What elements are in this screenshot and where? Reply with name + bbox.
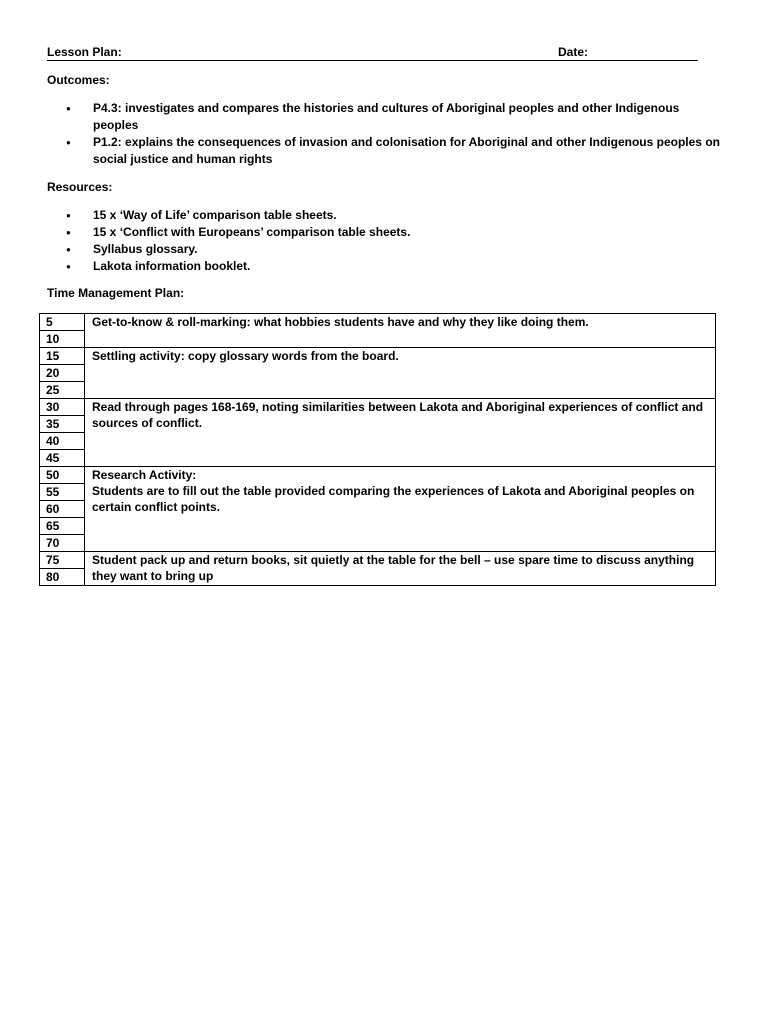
time-cell: 50: [40, 467, 85, 484]
activity-text: Student pack up and return books, sit quietly at the table for the bell – use spare time to discuss anything they want to bring up: [92, 553, 695, 583]
resources-list: [63, 207, 663, 275]
activity-cell: [85, 314, 716, 348]
time-cell: 10: [40, 331, 85, 348]
time-cell: 80: [40, 569, 85, 586]
time-management-table: [39, 313, 716, 586]
time-cell: 5: [40, 314, 85, 331]
resource-item: ● Syllabus glossary.: [63, 241, 663, 258]
time-plan-heading: Time Management Plan:: [47, 286, 185, 300]
activity-cell: [85, 399, 716, 467]
time-cell: 35: [40, 416, 85, 433]
time-cell: 30: [40, 399, 85, 416]
resource-item: ● 15 x ‘Conflict with Europeans’ comparison table sheets.: [63, 224, 663, 241]
resource-item: ● Lakota information booklet.: [63, 258, 663, 275]
outcome-item: ● P4.3: investigates and compares the histories and cultures of Aboriginal peoples and other Indigenous peoples: [63, 100, 723, 134]
table-row: [40, 314, 716, 331]
time-cell: 45: [40, 450, 85, 467]
activity-cell: [85, 348, 716, 399]
header-row: [47, 44, 698, 61]
table-row: [40, 348, 716, 365]
activity-text: Get-to-know & roll-marking: what hobbies students have and why they like doing them.: [92, 315, 589, 329]
time-cell: 55: [40, 484, 85, 501]
outcomes-list: [63, 100, 723, 168]
activity-cell: [85, 467, 716, 552]
date-label: Date:: [558, 45, 589, 59]
activity-text: Settling activity: copy glossary words from the board.: [92, 349, 399, 363]
time-cell: 70: [40, 535, 85, 552]
time-cell: 65: [40, 518, 85, 535]
time-cell: 15: [40, 348, 85, 365]
time-cell: 60: [40, 501, 85, 518]
outcomes-heading: Outcomes:: [47, 73, 110, 87]
outcome-item: ● P1.2: explains the consequences of invasion and colonisation for Aboriginal and other Indigenous peoples on social justice and human rights: [63, 134, 723, 168]
activity-text: Read through pages 168-169, noting similarities between Lakota and Aboriginal experiences of conflict and sources of conflict.: [92, 400, 704, 430]
activity-cell: [85, 552, 716, 586]
table-row: [40, 467, 716, 484]
activity-text: Students are to fill out the table provided comparing the experiences of Lakota and Aboriginal peoples on certain conflict points.: [92, 484, 695, 514]
resource-item: ● 15 x ‘Way of Life’ comparison table sheets.: [63, 207, 663, 224]
time-cell: 75: [40, 552, 85, 569]
lesson-plan-label: Lesson Plan:: [47, 45, 122, 59]
table-row: [40, 399, 716, 416]
time-cell: 20: [40, 365, 85, 382]
table-row: [40, 552, 716, 569]
time-cell: 25: [40, 382, 85, 399]
resources-heading: Resources:: [47, 180, 113, 194]
activity-title: Research Activity:: [92, 468, 197, 482]
time-cell: 40: [40, 433, 85, 450]
